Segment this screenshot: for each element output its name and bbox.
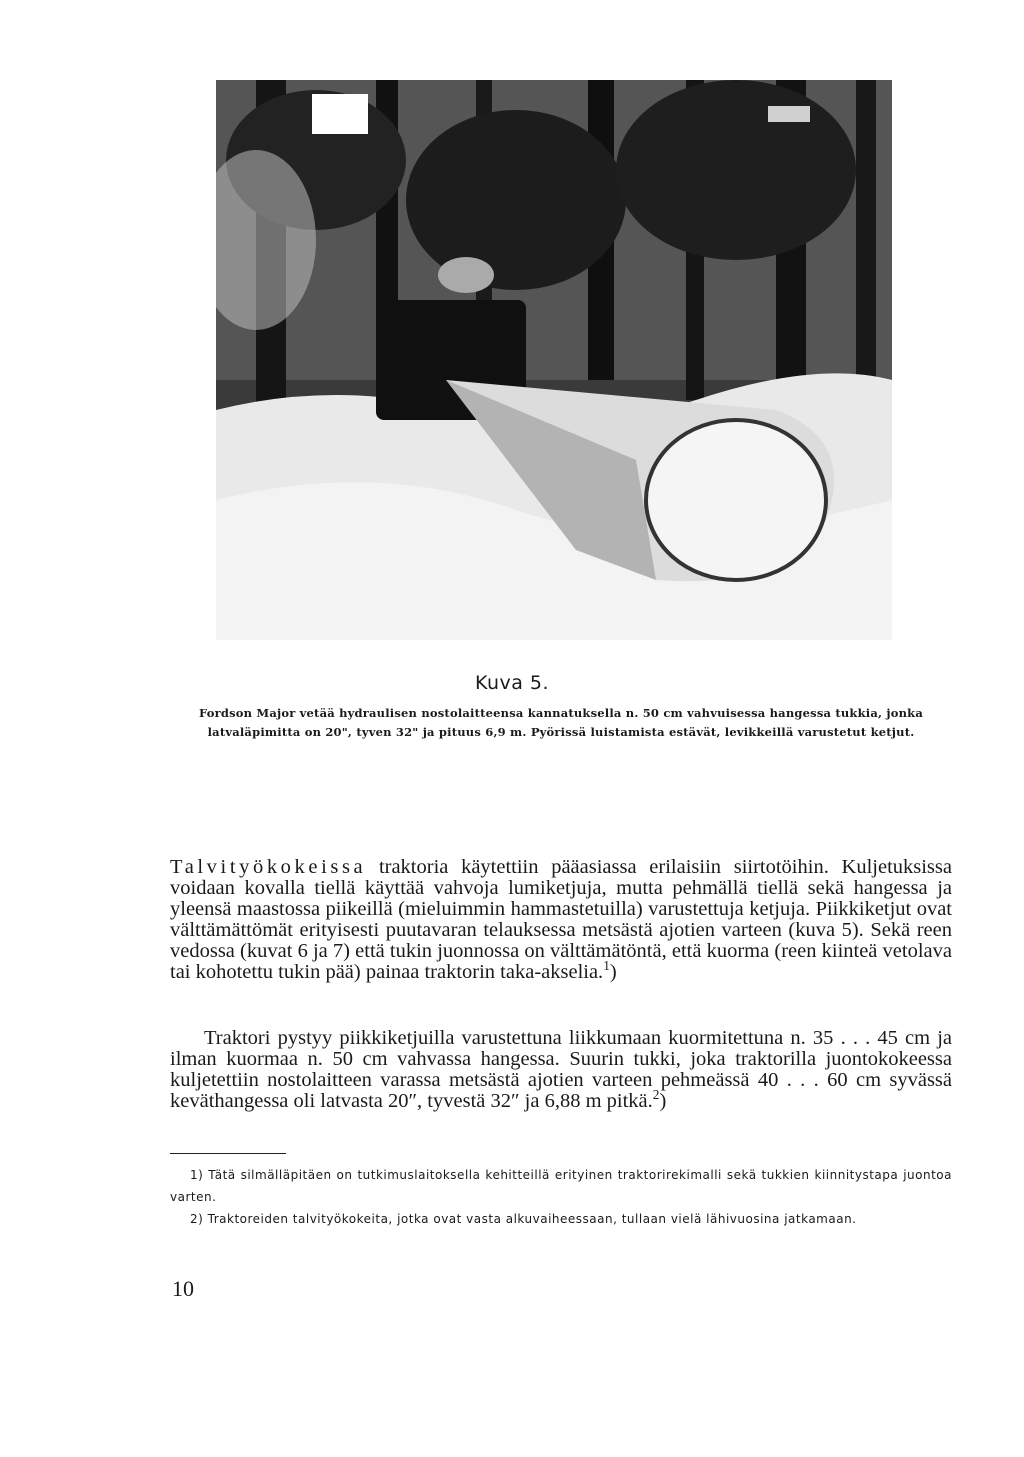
footnote-1-marker: 1): [190, 1168, 204, 1182]
footnote-2-marker: 2): [190, 1212, 204, 1226]
paragraph-2-end: ): [659, 1090, 667, 1112]
paragraph-1: [170, 857, 952, 983]
footnote-1: [170, 1164, 952, 1208]
paragraph-1-lead: Talvityökokeissa: [170, 856, 367, 878]
paragraph-1-end: ): [609, 961, 617, 983]
footnote-2-text: Traktoreiden talvityökokeita, jotka ovat vasta alkuvaiheessaan, tullaan vielä lähivuosina jatkamaan.: [203, 1212, 857, 1226]
footnote-ref-1: 1: [603, 958, 610, 974]
footnote-divider: [170, 1153, 286, 1154]
footnote-2: [170, 1208, 952, 1230]
photo-tractor-pulling-log: [216, 80, 892, 640]
footnote-1-text: Tätä silmälläpitäen on tutkimuslaitoksella kehitteillä erityinen traktorirekimalli sekä tukkien kiinnitystapa juontoa varten.: [170, 1168, 952, 1204]
page-number: 10: [172, 1276, 194, 1301]
figure-label: Kuva 5.: [474, 672, 550, 694]
paragraph-2: [170, 1028, 952, 1112]
paragraph-1-text: traktoria käytettiin pääasiassa erilaisiin siirtotöihin. Kuljetuksissa voidaan kovalla tiellä käyttää vahvoja lumiketjuja, mutta pehmällä tiellä sekä hangessa ja yleensä maastossa piikeillä (mieluimmin hammastetuilla) varustettuja ketjuja. Piikkiketjut ovat välttämättömät erityisesti puutavaran telauksessa metsästä ajotien varteen (kuva 5). Sekä reen vedossa (kuvat 6 ja 7) että tukin juonnossa on välttämätöntä, että kuorma (reen kiinteä vetolava tai kohotettu tukin pää) painaa traktorin taka-akselia.: [170, 856, 952, 983]
footnote-ref-2: 2: [652, 1087, 660, 1103]
figure-caption: Fordson Major vetää hydraulisen nostolaitteensa kannatuksella n. 50 cm vahvuisessa hangessa tukkia, jonka latvaläpimitta on 20", tyven 32" ja pituus 6,9 m. Pyörissä luistamista estävät, levikkeillä varustetut ketjut.: [198, 706, 924, 739]
paragraph-2-text: Traktori pystyy piikkiketjuilla varustettuna liikkumaan kuormitettuna n. 35 . . . 45 cm ja ilman kuormaa n. 50 cm vahvassa hangessa. Suurin tukki, joka traktorilla juontokokeessa kuljetettiin nostolaitteen varassa metsästä ajotien varteen pehmeässä 40 . . . 60 cm syvässä keväthangessa oli latvasta 20″, tyvestä 32″ ja 6,88 m pitkä.: [170, 1027, 952, 1112]
